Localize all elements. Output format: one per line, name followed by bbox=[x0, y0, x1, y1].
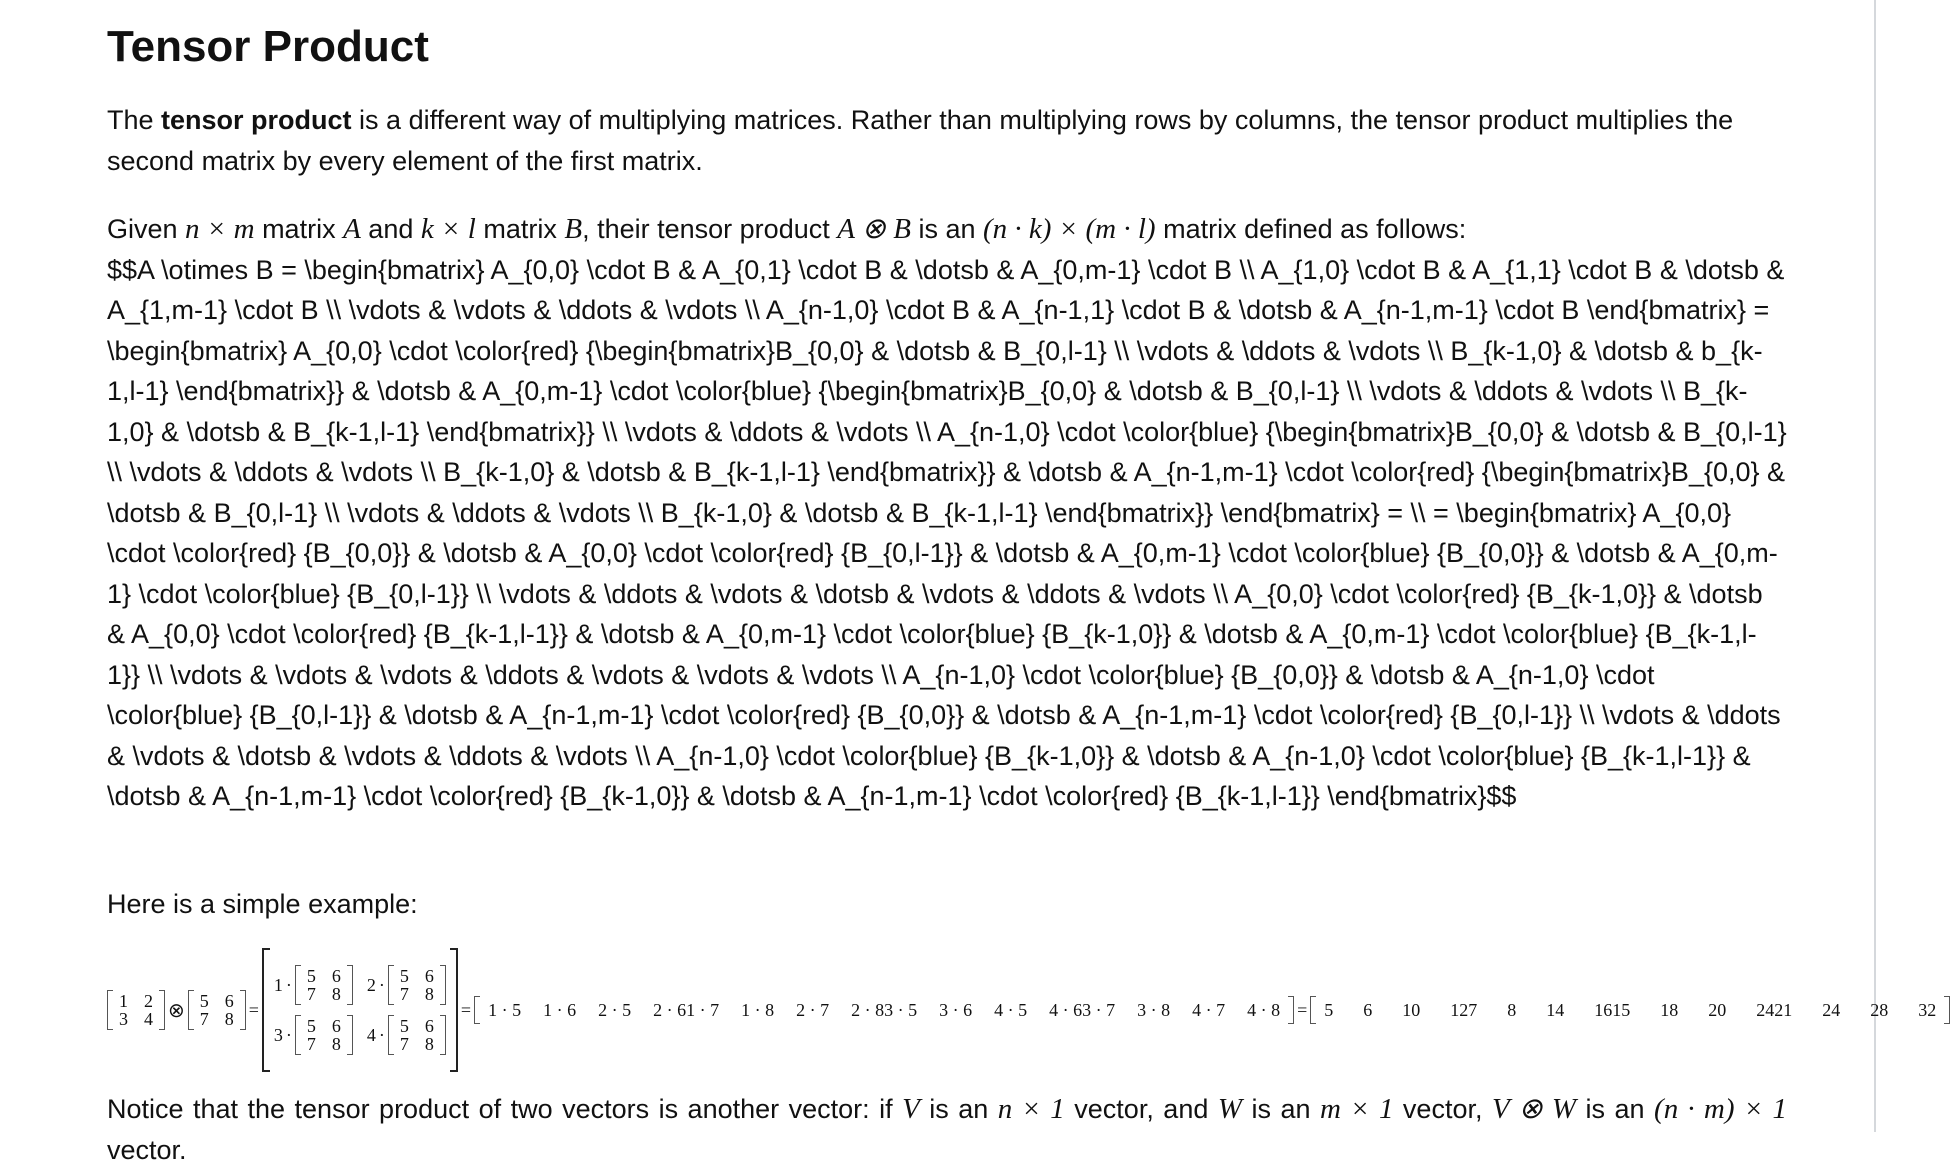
matrix-cell: 6 bbox=[331, 1016, 341, 1036]
math-result-dims: (n · k) × (m · l) bbox=[983, 213, 1156, 245]
block-cell bbox=[274, 1015, 353, 1055]
block-cell bbox=[274, 965, 353, 1005]
matrix-cell: 4 bbox=[144, 1009, 153, 1029]
matrix-cell: 2 bbox=[144, 991, 153, 1011]
result-entry: 2421 bbox=[1756, 1000, 1793, 1020]
matrix-b bbox=[188, 990, 246, 1030]
product-entry: 2 · 5 bbox=[598, 1000, 632, 1020]
matrix-cell: 6 bbox=[331, 966, 341, 986]
example-intro: Here is a simple example: bbox=[107, 889, 418, 919]
scalar: 3 bbox=[273, 1025, 283, 1045]
text: Notice that the tensor product of two vectors is another vector: if bbox=[107, 1094, 903, 1124]
math-dims-b: k × l bbox=[420, 213, 476, 245]
matrix-cell: 7 bbox=[399, 1034, 409, 1054]
product-entry: 2 · 61 · 7 bbox=[653, 1000, 720, 1020]
matrix-cell: 7 bbox=[306, 984, 316, 1004]
text: matrix bbox=[254, 214, 344, 244]
equals-sign: = bbox=[248, 999, 259, 1020]
otimes-symbol: ⊗ bbox=[168, 999, 185, 1022]
matrix-cell: 5 bbox=[399, 966, 409, 986]
product-entry: 2 · 7 bbox=[796, 1000, 830, 1020]
matrix-b-copy bbox=[295, 1015, 353, 1055]
scalar: 2 bbox=[366, 975, 376, 995]
result-entry: 32 bbox=[1918, 1000, 1937, 1020]
product-entry: 3 · 6 bbox=[939, 1000, 973, 1020]
page-title: Tensor Product bbox=[107, 22, 429, 71]
term-tensor-product: tensor product bbox=[161, 105, 352, 135]
matrix-cell: 3 bbox=[119, 1009, 128, 1029]
matrix-cell: 5 bbox=[399, 1016, 409, 1036]
product-entry: 4 · 5 bbox=[994, 1000, 1028, 1020]
product-entry: 1 · 8 bbox=[741, 1000, 775, 1020]
math-n-by-1: n × 1 bbox=[997, 1093, 1065, 1125]
matrix-cell: 6 bbox=[224, 991, 234, 1011]
block-cell bbox=[367, 965, 446, 1005]
intro-text-prefix: The bbox=[107, 105, 162, 135]
matrix-cell: 8 bbox=[224, 1009, 234, 1029]
block-matrix bbox=[262, 948, 458, 1072]
math-matrix-b: B bbox=[564, 213, 583, 245]
result-entry: 127 bbox=[1450, 1000, 1478, 1020]
equals-sign: = bbox=[1297, 999, 1308, 1020]
product-entry: 4 · 63 · 7 bbox=[1049, 1000, 1116, 1020]
matrix-cell: 6 bbox=[424, 966, 434, 986]
matrix-b-copy bbox=[388, 1015, 446, 1055]
product-entry: 4 · 8 bbox=[1247, 1000, 1281, 1020]
text: vector, and bbox=[1064, 1094, 1218, 1124]
matrix-cell: 1 bbox=[119, 991, 128, 1011]
math-v-otimes-w: V ⊗ W bbox=[1491, 1093, 1577, 1125]
matrix-cell: 5 bbox=[306, 966, 316, 986]
matrix-cell: 5 bbox=[199, 991, 209, 1011]
intro-text-suffix: is a different way of multiplying matrices. Rather than multiplying rows by columns, the tensor product multiplies the second matrix by every element of the first matrix. bbox=[107, 105, 1734, 176]
text: and bbox=[360, 214, 421, 244]
matrix-a bbox=[107, 990, 165, 1030]
matrix-cell: 8 bbox=[331, 1034, 341, 1054]
text: is an bbox=[1576, 1094, 1655, 1124]
text: matrix defined as follows: bbox=[1155, 214, 1467, 244]
text: is an bbox=[919, 1094, 998, 1124]
result-entry: 8 bbox=[1507, 1000, 1517, 1020]
result-entry: 5 bbox=[1324, 1000, 1334, 1020]
matrix-cell: 7 bbox=[199, 1009, 209, 1029]
scalar: 1 bbox=[273, 975, 283, 995]
matrix-b-copy bbox=[388, 965, 446, 1005]
example-equation bbox=[107, 945, 1950, 1075]
result-entry: 1615 bbox=[1594, 1000, 1631, 1020]
text: Given bbox=[107, 214, 186, 244]
result-entry: 20 bbox=[1708, 1000, 1727, 1020]
matrix-cell: 6 bbox=[424, 1016, 434, 1036]
product-entry: 4 · 7 bbox=[1192, 1000, 1226, 1020]
text: matrix bbox=[475, 214, 565, 244]
matrix-b-copy bbox=[295, 965, 353, 1005]
text: is an bbox=[1242, 1094, 1320, 1124]
result-entry: 28 bbox=[1870, 1000, 1889, 1020]
text: , their tensor product bbox=[582, 214, 838, 244]
math-a-otimes-b: A ⊗ B bbox=[837, 213, 911, 245]
definition-paragraph bbox=[107, 209, 1787, 817]
cdot: · bbox=[378, 1025, 385, 1045]
text: is an bbox=[910, 214, 983, 244]
scalar: 4 bbox=[366, 1025, 376, 1045]
math-m-by-1: m × 1 bbox=[1319, 1093, 1394, 1125]
block-cell bbox=[367, 1015, 446, 1055]
matrix-cell: 7 bbox=[399, 984, 409, 1004]
matrix-cell: 8 bbox=[424, 984, 434, 1004]
result-entry: 24 bbox=[1822, 1000, 1841, 1020]
result-entry: 6 bbox=[1363, 1000, 1373, 1020]
result-entry: 10 bbox=[1402, 1000, 1421, 1020]
product-entry: 2 · 83 · 5 bbox=[851, 1000, 918, 1020]
flat-products-row bbox=[474, 996, 1294, 1024]
text: vector. bbox=[107, 1134, 187, 1165]
product-entry: 3 · 8 bbox=[1137, 1000, 1171, 1020]
result-entry: 14 bbox=[1546, 1000, 1565, 1020]
math-nm-by-1: (n · m) × 1 bbox=[1654, 1093, 1788, 1125]
cdot: · bbox=[378, 975, 385, 995]
equals-sign: = bbox=[460, 999, 472, 1020]
unrendered-latex-block: $$A \otimes B = \begin{bmatrix} A_{0,0} \cdot B & A_{0,1} \cdot B & \dotsb & A_{0,m-1} \cdot B \\ A_{1,0} \cdot B & A_{1,1} \cdot B & \dotsb & A_{1,m-1} \cdot B \\ \vdots & \vdots & \ddots & \vdots \\ A_{n-1,0} \cdot B & A_{n-1,1} \cdot B & \dotsb & A_{n-1,m-1} \cdot B \end{bmatrix} = \begin{bmatrix} A_{0,0} \cdot \color{red} {\begin{bmatrix}B_{0,0} & \dotsb & B_{0,l-1} \\ \vdots & \ddots & \vdots \\ B_{k-1,0} & \dotsb & b_{k-1,l-1} \end{bmatrix}} & \dotsb & A_{0,m-1} \cdot \color{blue} {\begin{bmatrix}B_{0,0} & \dotsb & B_{0,l-1} \\ \vdots & \ddots & \vdots \\ B_{k-1,0} & \dotsb & B_{k-1,l-1} \end{bmatrix}} \\ \vdots & \ddots & \vdots \\ A_{n-1,0} \cdot \color{blue} {\begin{bmatrix}B_{0,0} & \dotsb & B_{0,l-1} \\ \vdots & \ddots & \vdots \\ B_{k-1,0} & \dotsb & B_{k-1,l-1} \end{bmatrix}} & \dotsb & A_{n-1,m-1} \cdot \color{red} {\begin{bmatrix}B_{0,0} & \dotsb & B_{0,l-1} \\ \vdots & \ddots & \vdots \\ B_{k-1,0} & \dotsb & B_{k-1,l-1} \end{bmatrix}} \end{bmatrix} = \\ = \begin{bmatrix} A_{0,0} \cdot \color{red} {B_{0,0}} & \dotsb & A_{0,0} \cdot \color{red} {B_{0,l-1}} & \dotsb & A_{0,m-1} \cdot \color{blue} {B_{0,0}} & \dotsb & A_{0,m-1} \cdot \color{blue} {B_{0,l-1}} \\ \vdots & \ddots & \vdots & \dotsb & \vdots & \ddots & \vdots \\ A_{0,0} \cdot \color{red} {B_{k-1,0}} & \dotsb & A_{0,0} \cdot \color{red} {B_{k-1,l-1}} & \dotsb & A_{0,m-1} \cdot \color{blue} {B_{k-1,0}} & \dotsb & A_{0,m-1} \cdot \color{blue} {B_{k-1,l-1}} \\ \vdots & \vdots & \vdots & \ddots & \vdots & \vdots & \vdots \\ A_{n-1,0} \cdot \color{blue} {B_{0,0}} & \dotsb & A_{n-1,0} \cdot \color{blue} {B_{0,l-1}} & \dotsb & A_{n-1,m-1} \cdot \color{red} {B_{0,0}} & \dotsb & A_{n-1,m-1} \cdot \color{red} {B_{0,l-1}} \\ \vdots & \ddots & \vdots & \dotsb & \vdots & \ddots & \vdots \\ A_{n-1,0} \cdot \color{blue} {B_{k-1,0}} & \dotsb & A_{n-1,0} \cdot \color{blue} {B_{k-1,l-1}} & \dotsb & A_{n-1,m-1} \cdot \color{red} {B_{k-1,0}} & \dotsb & A_{n-1,m-1} \cdot \color{red} {B_{k-1,l-1}} \end{bmatrix}$$ bbox=[107, 254, 1787, 811]
flat-results-row bbox=[1310, 996, 1950, 1024]
math-matrix-a: A bbox=[343, 213, 361, 245]
matrix-cell: 8 bbox=[331, 984, 341, 1004]
product-entry: 1 · 5 bbox=[488, 1000, 522, 1020]
text: vector, bbox=[1393, 1094, 1492, 1124]
cdot: · bbox=[285, 975, 292, 995]
result-entry: 18 bbox=[1660, 1000, 1679, 1020]
intro-paragraph bbox=[107, 100, 1787, 181]
matrix-cell: 5 bbox=[306, 1016, 316, 1036]
math-w: W bbox=[1217, 1093, 1243, 1125]
math-v: V bbox=[902, 1093, 920, 1125]
matrix-cell: 7 bbox=[306, 1034, 316, 1054]
math-dims-a: n × m bbox=[185, 213, 255, 245]
matrix-cell: 8 bbox=[424, 1034, 434, 1054]
product-entry: 1 · 6 bbox=[543, 1000, 577, 1020]
vector-note-paragraph bbox=[107, 1089, 1787, 1170]
cdot: · bbox=[285, 1025, 292, 1045]
